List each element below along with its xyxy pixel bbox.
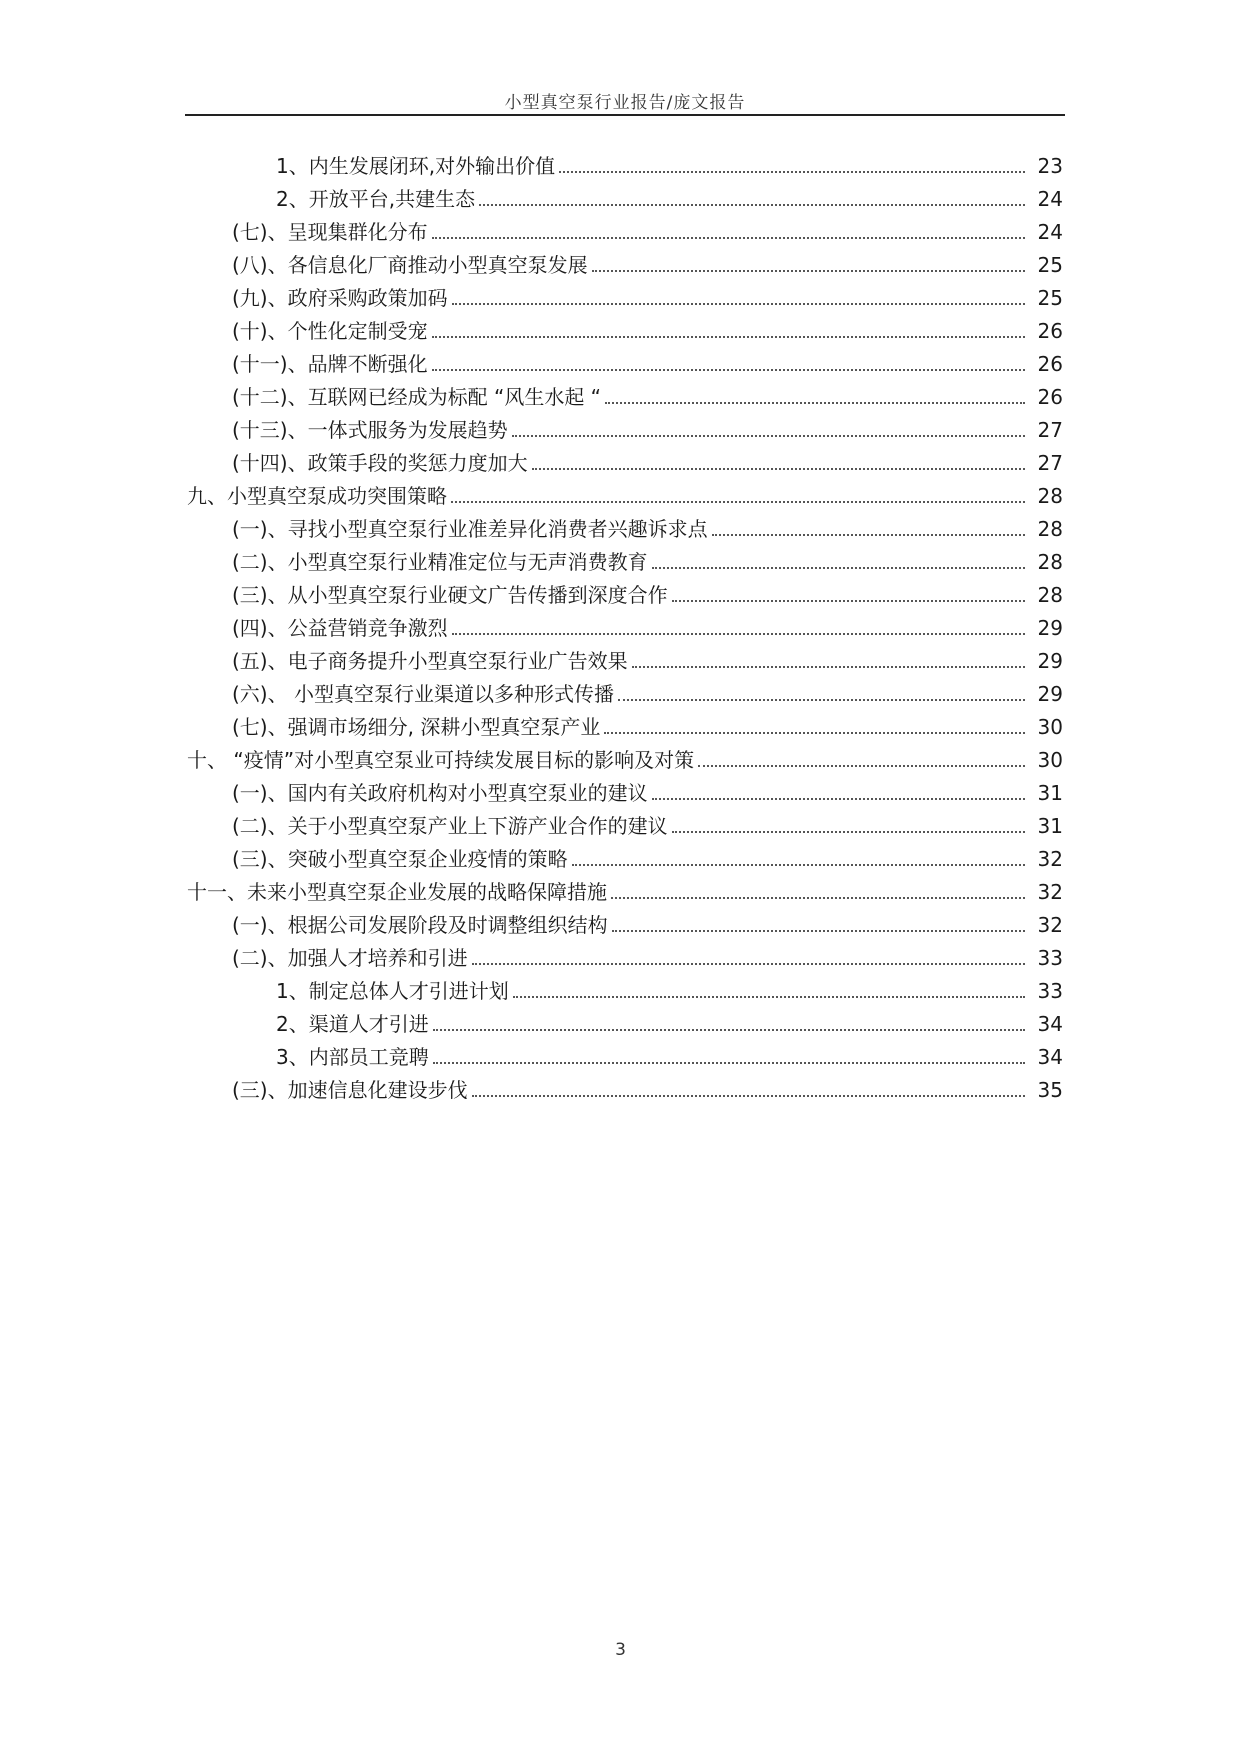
toc-entry[interactable]	[0, 777, 1241, 810]
toc-entry-page-number: 28	[1037, 583, 1063, 607]
toc-entry-label: (九)、政府采购政策加码	[232, 286, 448, 310]
toc-entry-page-number: 27	[1037, 451, 1063, 475]
toc-dot-leader	[452, 303, 1025, 305]
toc-entry-label: (三)、加速信息化建设步伐	[232, 1078, 468, 1102]
toc-entry-page-number: 24	[1037, 187, 1063, 211]
toc-dot-leader	[432, 369, 1025, 371]
toc-entry-label: (一)、寻找小型真空泵行业准差异化消费者兴趣诉求点	[232, 517, 708, 541]
toc-entry-page-number: 26	[1037, 319, 1063, 343]
toc-entry[interactable]	[0, 843, 1241, 876]
toc-entry[interactable]	[0, 513, 1241, 546]
toc-entry-label: (一)、国内有关政府机构对小型真空泵业的建议	[232, 781, 648, 805]
toc-entry[interactable]	[0, 1041, 1241, 1074]
toc-entry[interactable]	[0, 612, 1241, 645]
toc-entry[interactable]	[0, 1008, 1241, 1041]
toc-entry[interactable]	[0, 909, 1241, 942]
toc-entry[interactable]	[0, 249, 1241, 282]
page-header-title: 小型真空泵行业报告/庞文报告	[504, 93, 746, 113]
toc-entry-page-number: 32	[1037, 880, 1063, 904]
toc-dot-leader	[432, 237, 1025, 239]
toc-entry-page-number: 30	[1037, 748, 1063, 772]
toc-entry-label: (七)、强调市场细分, 深耕小型真空泵产业	[232, 715, 601, 739]
toc-dot-leader	[632, 666, 1025, 668]
toc-dot-leader	[612, 930, 1025, 932]
toc-entry-label: (十)、个性化定制受宠	[232, 319, 428, 343]
toc-entry-page-number: 29	[1037, 649, 1063, 673]
toc-entry-page-number: 28	[1037, 484, 1063, 508]
toc-dot-leader	[611, 897, 1025, 899]
toc-dot-leader	[512, 435, 1025, 437]
toc-dot-leader	[559, 171, 1025, 173]
toc-entry[interactable]	[0, 150, 1241, 183]
toc-dot-leader	[472, 963, 1025, 965]
toc-entry-page-number: 31	[1037, 781, 1063, 805]
toc-entry[interactable]	[0, 381, 1241, 414]
toc-entry-page-number: 26	[1037, 352, 1063, 376]
toc-dot-leader	[604, 732, 1025, 734]
toc-entry-page-number: 25	[1037, 253, 1063, 277]
toc-entry-label: (六)、 小型真空泵行业渠道以多种形式传播	[232, 682, 614, 706]
toc-entry-page-number: 28	[1037, 550, 1063, 574]
toc-entry-label: (三)、突破小型真空泵企业疫情的策略	[232, 847, 568, 871]
toc-entry-page-number: 25	[1037, 286, 1063, 310]
toc-entry-label: (十四)、政策手段的奖惩力度加大	[232, 451, 528, 475]
toc-entry-page-number: 34	[1037, 1012, 1063, 1036]
toc-entry[interactable]	[0, 678, 1241, 711]
toc-entry-label: 1、制定总体人才引进计划	[276, 979, 509, 1003]
toc-entry[interactable]	[0, 414, 1241, 447]
toc-entry-label: 十一、未来小型真空泵企业发展的战略保障措施	[187, 880, 607, 904]
toc-dot-leader	[433, 1062, 1025, 1064]
toc-entry-label: 九、小型真空泵成功突围策略	[187, 484, 447, 508]
toc-dot-leader	[451, 501, 1025, 503]
toc-entry[interactable]	[0, 1074, 1241, 1107]
toc-entry-label: (十三)、一体式服务为发展趋势	[232, 418, 508, 442]
toc-dot-leader	[652, 798, 1025, 800]
toc-entry-label: (二)、加强人才培养和引进	[232, 946, 468, 970]
toc-entry[interactable]	[0, 942, 1241, 975]
toc-dot-leader	[479, 204, 1025, 206]
toc-entry-label: (二)、关于小型真空泵产业上下游产业合作的建议	[232, 814, 668, 838]
toc-dot-leader	[652, 567, 1025, 569]
toc-entry-page-number: 26	[1037, 385, 1063, 409]
toc-entry-label: (八)、各信息化厂商推动小型真空泵发展	[232, 253, 588, 277]
toc-entry[interactable]	[0, 645, 1241, 678]
toc-entry-page-number: 27	[1037, 418, 1063, 442]
toc-dot-leader	[672, 600, 1025, 602]
toc-entry[interactable]	[0, 876, 1241, 909]
toc-entry-label: 3、内部员工竞聘	[276, 1045, 429, 1069]
toc-entry-page-number: 29	[1037, 682, 1063, 706]
toc-dot-leader	[433, 1029, 1025, 1031]
page-number: 3	[615, 1640, 626, 1660]
toc-entry-label: 2、渠道人才引进	[276, 1012, 429, 1036]
toc-entry-label: 十、 “疫情”对小型真空泵业可持续发展目标的影响及对策	[187, 748, 695, 772]
toc-dot-leader	[618, 699, 1025, 701]
toc-dot-leader	[605, 402, 1025, 404]
header-divider	[185, 114, 1065, 116]
toc-entry-label: 1、内生发展闭环,对外输出价值	[276, 154, 556, 178]
toc-entry-label: 2、开放平台,共建生态	[276, 187, 476, 211]
toc-entry[interactable]	[0, 975, 1241, 1008]
toc-entry-label: (五)、电子商务提升小型真空泵行业广告效果	[232, 649, 628, 673]
toc-entry-page-number: 28	[1037, 517, 1063, 541]
toc-entry[interactable]	[0, 282, 1241, 315]
toc-dot-leader	[452, 633, 1025, 635]
toc-entry[interactable]	[0, 744, 1241, 777]
toc-entry[interactable]	[0, 546, 1241, 579]
toc-entry-page-number: 34	[1037, 1045, 1063, 1069]
toc-entry-label: (三)、从小型真空泵行业硬文广告传播到深度合作	[232, 583, 668, 607]
toc-dot-leader	[698, 765, 1025, 767]
toc-entry[interactable]	[0, 216, 1241, 249]
toc-entry-page-number: 33	[1037, 979, 1063, 1003]
toc-entry-label: (一)、根据公司发展阶段及时调整组织结构	[232, 913, 608, 937]
toc-entry-page-number: 24	[1037, 220, 1063, 244]
toc-dot-leader	[472, 1095, 1025, 1097]
toc-entry-page-number: 35	[1037, 1078, 1063, 1102]
toc-dot-leader	[712, 534, 1025, 536]
toc-dot-leader	[592, 270, 1025, 272]
toc-entry-page-number: 29	[1037, 616, 1063, 640]
toc-entry[interactable]	[0, 348, 1241, 381]
toc-entry-page-number: 23	[1037, 154, 1063, 178]
toc-entry[interactable]	[0, 183, 1241, 216]
toc-entry-page-number: 32	[1037, 847, 1063, 871]
toc-entry[interactable]	[0, 810, 1241, 843]
toc-entry-page-number: 30	[1037, 715, 1063, 739]
table-of-contents	[0, 150, 1241, 1107]
toc-entry-label: (四)、公益营销竞争激烈	[232, 616, 448, 640]
toc-entry-label: (七)、呈现集群化分布	[232, 220, 428, 244]
toc-entry-label: (十二)、互联网已经成为标配 “风生水起 “	[232, 385, 602, 409]
toc-entry-page-number: 33	[1037, 946, 1063, 970]
toc-entry-label: (二)、小型真空泵行业精准定位与无声消费教育	[232, 550, 648, 574]
toc-entry-page-number: 31	[1037, 814, 1063, 838]
toc-dot-leader	[513, 996, 1025, 998]
toc-entry-page-number: 32	[1037, 913, 1063, 937]
toc-dot-leader	[532, 468, 1025, 470]
toc-entry-label: (十一)、品牌不断强化	[232, 352, 428, 376]
toc-entry[interactable]	[0, 480, 1241, 513]
toc-entry[interactable]	[0, 447, 1241, 480]
toc-entry[interactable]	[0, 711, 1241, 744]
toc-entry[interactable]	[0, 579, 1241, 612]
toc-dot-leader	[432, 336, 1025, 338]
toc-dot-leader	[672, 831, 1025, 833]
toc-entry[interactable]	[0, 315, 1241, 348]
toc-dot-leader	[572, 864, 1025, 866]
